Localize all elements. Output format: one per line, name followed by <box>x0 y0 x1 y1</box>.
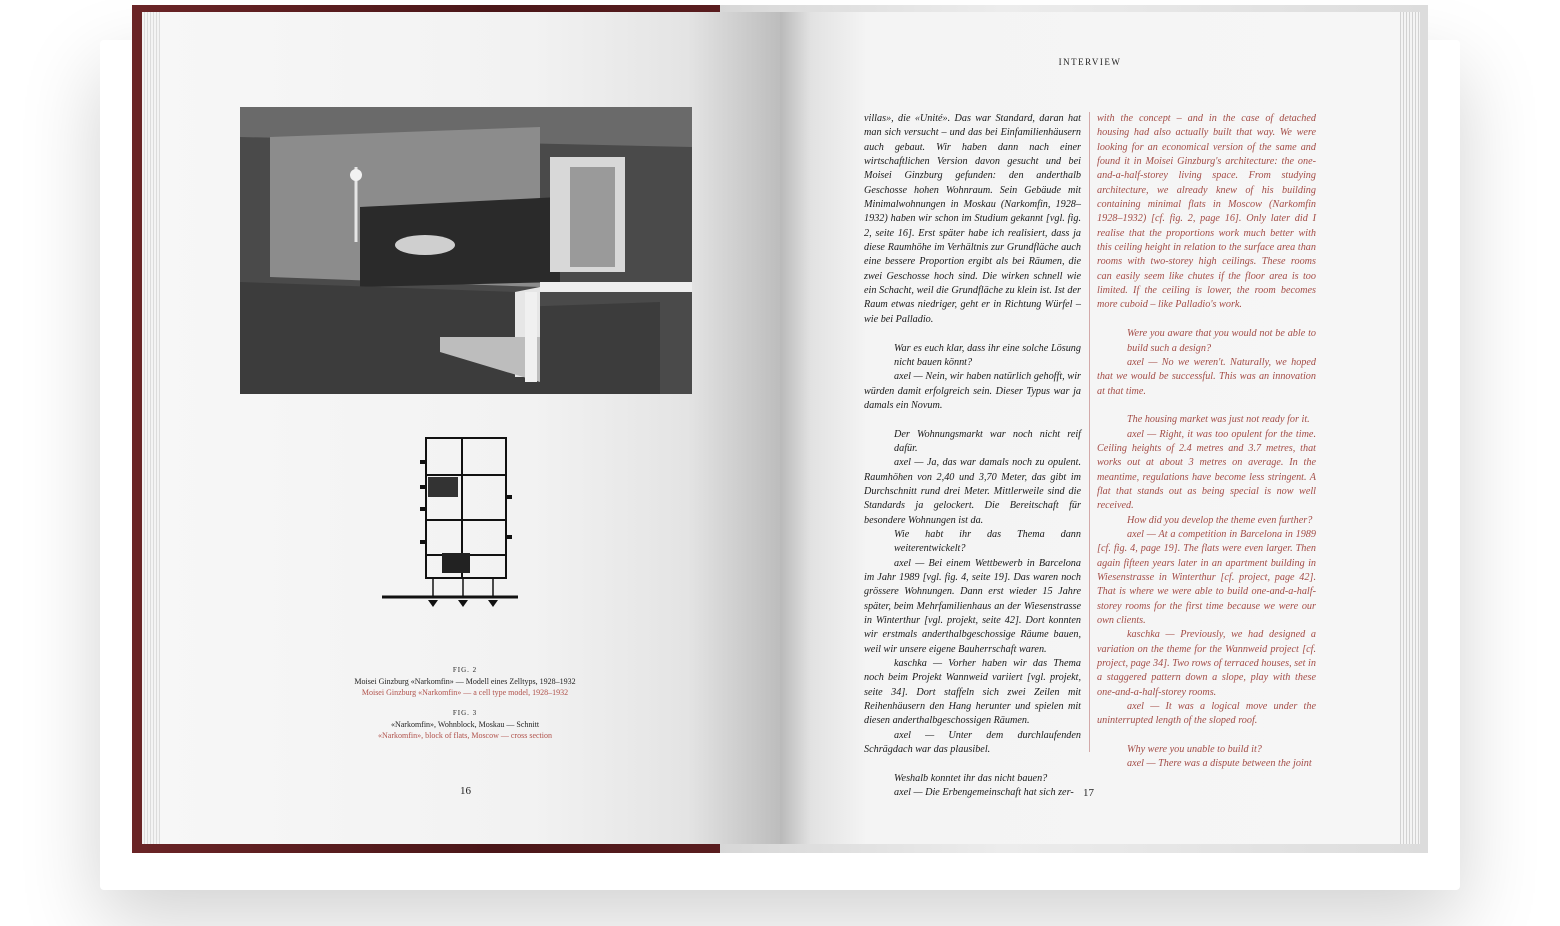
page-stack-right <box>1398 12 1420 844</box>
figure-2-title-de: Moisei Ginzburg «Narkomfin» — Modell eines Zelltyps, 1928–1932 <box>354 677 576 686</box>
figure-3-caption <box>300 708 630 741</box>
running-head: INTERVIEW <box>1058 57 1122 67</box>
figure-2-caption <box>300 665 630 698</box>
figure-3-section-drawing <box>382 435 518 610</box>
right-page-number: 17 <box>1083 787 1094 799</box>
english-column <box>1097 112 1316 772</box>
answer-de: axel — Die Erbengemeinschaft hat sich zer- <box>894 787 1074 799</box>
answer-en: axel — No we weren't. Naturally, we hoped that we would be successful. This was an innovation at that time. <box>1097 356 1316 397</box>
figure-3-title-de: «Narkomfin», Wohnblock, Moskau — Schnitt <box>390 720 540 729</box>
paragraph-en: with the concept – and in the case of detached housing had also actually built that way. We were looking for an economical version of the same and found it in Moisei Ginzburg's architecture: the one-and-a-half-storey living space. From studying architecture, we already knew of his building containing minimal flats in Moscow (Narkomfin 1928–1932) [cf. fig. 2, page 16]. Only later did I realise that the proportions work much better with this ceiling height in relation to the surface area than rooms with two-storey high ceilings. These rooms can easily seem like chutes if the floor area is too limited. If the ceiling is lower, the room becomes more cuboid – like Palladio's work. <box>1097 113 1316 311</box>
answer-en: kaschka — Previously, we had designed a variation on the theme for the Wannweid project [cf. project, page 34]. Two rows of terraced houses, set in a staggered pattern down a slope, play with these one-and-a-half-storey rooms. <box>1097 629 1316 698</box>
paragraph-de: villas», die «Unité». Das war Standard, daran hat man sich versucht – und das bei Einfamilienhäusern auch gebaut. Wir haben dann nach einer wirtschaftlichen Version davon gesucht und bei Moisei Ginzburg gefunden: den anderthalb Geschosse hohen Wohnraum. Sein Gebäude mit Minimalwohnungen in Moskau (Narkomfin, 1928–1932) haben wir schon im Studium gekannt [vgl. fig. 2, seite 16]. Erst später habe ich realisiert, dass ja diese Raumhöhe im Verhältnis zur Grundfläche auch eine bessere Proportion ergibt als bei Räumen, die zwei Geschosse hoch sind. Die wirken schnell wie ein Schacht, weil die Grundfläche zu klein ist. Ist der Raum etwas niedriger, geht er in Richtung Würfel – wie bei Palladio. <box>864 113 1081 325</box>
answer-en: axel — Right, it was too opulent for the time. Ceiling heights of 2.4 metres and 3.7 metres, that works out at about 3 metres on average. In the meantime, regulations have become less stringent. A flat that stands out as being special is now well received. <box>1097 428 1316 512</box>
answer-de: axel — Ja, das war damals noch zu opulent. Raumhöhen von 2,40 und 3,70 Meter, das gibt im Durchschnitt rund drei Meter. Mittlerweile sind die Standards ja gelockert. Die Bereitschaft für besondere Wohnungen ist da. <box>864 457 1081 526</box>
answer-de: axel — Bei einem Wettbewerb in Barcelona im Jahr 1989 [vgl. fig. 4, seite 19]. Das waren noch grössere Wohnungen. Dann erst wieder 15 Jahre später, beim Mehrfamilienhaus an der Wiesenstrasse in Winterthur [vgl. projekt, seite 42]. Dort konnten wir erstmals anderthalbgeschossige Räume bauen, weil wir unsere eigene Bauherrschaft waren. <box>864 557 1081 655</box>
answer-en: axel — There was a dispute between the joint <box>1127 758 1312 770</box>
question-en: The housing market was just not ready for it. <box>1127 414 1310 426</box>
left-page-number: 16 <box>460 785 471 797</box>
figure-2-title-en: Moisei Ginzburg «Narkomfin» — a cell type model, 1928–1932 <box>361 688 569 697</box>
german-column <box>864 112 1081 801</box>
question-en: How did you develop the theme even further? <box>1127 514 1313 526</box>
answer-de: axel — Nein, wir haben natürlich gehofft, wir würden damit erfolgreich sein. Dieser Typus war ja damals ein Novum. <box>864 371 1081 411</box>
question-de: Der Wohnungsmarkt war noch nicht reif dafür. <box>894 428 1081 454</box>
question-de: Weshalb konntet ihr das nicht bauen? <box>894 772 1048 784</box>
question-de: Wie habt ihr das Thema dann weiterentwickelt? <box>894 528 1081 555</box>
figure-3-title-en: «Narkomfin», block of flats, Moscow — cross section <box>378 731 552 740</box>
figure-2-label: FIG. 2 <box>452 666 478 674</box>
answer-en: axel — At a competition in Barcelona in 1989 [cf. fig. 4, page 19]. The flats were even larger. Then again fifteen years later in an apartment building in Wiesenstrasse in Winterthur [cf. project, page 42]. That is where we were able to build one-and-a-half-storey rooms for the first time because we were our own clients. <box>1097 528 1316 627</box>
answer-de: kaschka — Vorher haben wir das Thema noch beim Projekt Wannweid variiert [vgl. projekt, seite 34]. Dort staffeln sich zwei Zeilen mit Reihenhäusern den Hang herunter und spielen mit diesen anderthalbgeschossigen Räumen. <box>864 658 1081 727</box>
question-en: Why were you unable to build it? <box>1127 744 1262 756</box>
answer-de: axel — Unter dem durchlaufenden Schrägdach war das plausibel. <box>864 729 1081 756</box>
figure-3-label: FIG. 3 <box>452 709 478 717</box>
question-de: War es euch klar, dass ihr eine solche Lösung nicht bauen könnt? <box>894 342 1081 368</box>
figure-2-photo <box>240 107 692 394</box>
answer-en: axel — It was a logical move under the uninterrupted length of the sloped roof. <box>1097 701 1316 727</box>
page-stack-left <box>142 12 162 844</box>
column-divider <box>1089 112 1090 752</box>
question-en: Were you aware that you would not be able to build such a design? <box>1127 328 1316 354</box>
